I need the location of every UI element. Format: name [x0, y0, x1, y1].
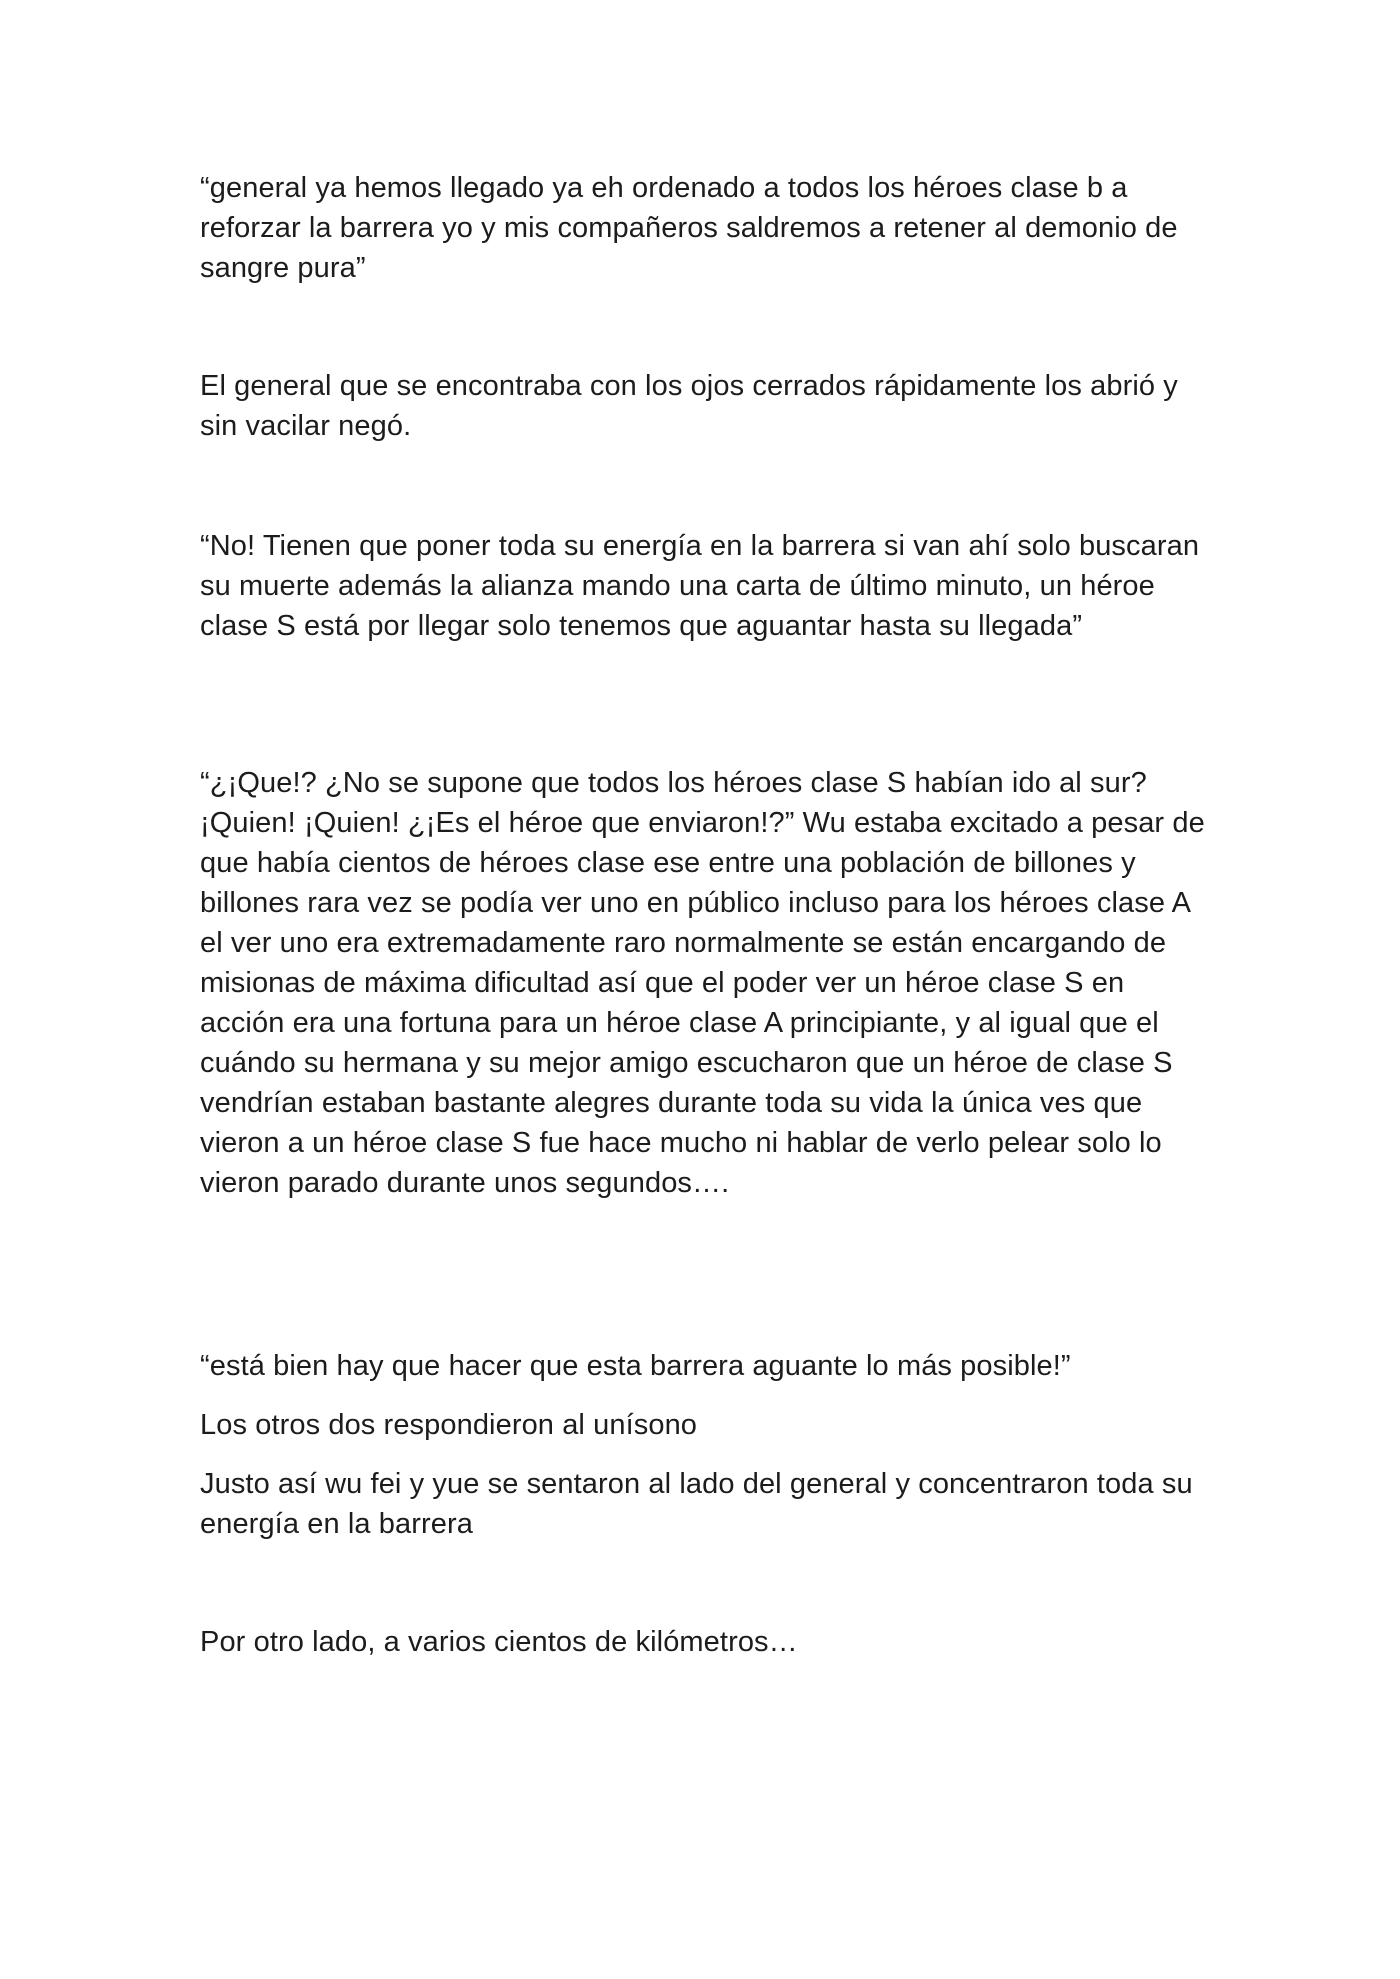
paragraph-2: El general que se encontraba con los ojos cerrados rápidamente los abrió y sin vacilar negó. — [200, 370, 1178, 442]
paragraph-1: “general ya hemos llegado ya eh ordenado a todos los héroes clase b a reforzar la barrera yo y mis compañeros saldremos a retener al demonio de sangre pura” — [200, 172, 1178, 284]
paragraph-6: Los otros dos respondieron al unísono — [200, 1409, 698, 1441]
paragraph-8: Por otro lado, a varios cientos de kilómetros… — [200, 1626, 798, 1658]
paragraph-4: “¿¡Que!? ¿No se supone que todos los héroes clase S habían ido al sur? ¡Quien! ¡Quien! ¿¡Es el héroe que enviaron!?” Wu estaba excitado a pesar de que había cientos de héroes clase ese entre una población de billones y billones rara vez se podía ver uno en público incluso para los héroes clase A el ver uno era extremadamente raro normalmente se están encargando de misionas de máxima dificultad así que el poder ver un héroe clase S en acción era una fortuna para un héroe clase A principiante, y al igual que el cuándo su hermana y su mejor amigo escucharon que un héroe de clase S vendrían estaban bastante alegres durante toda su vida la única ves que vieron a un héroe clase S fue hace mucho ni hablar de verlo pelear solo lo vieron parado durante unos segundos…. — [200, 767, 1205, 1199]
paragraph-7: Justo así wu fei y yue se sentaron al lado del general y concentraron toda su energía en la barrera — [200, 1468, 1193, 1540]
paragraph-3: “No! Tienen que poner toda su energía en la barrera si van ahí solo buscaran su muerte además la alianza mando una carta de último minuto, un héroe clase S está por llegar solo tenemos que aguantar hasta su llegada” — [200, 530, 1200, 642]
paragraph-5: “está bien hay que hacer que esta barrera aguante lo más posible!” — [200, 1350, 1071, 1382]
